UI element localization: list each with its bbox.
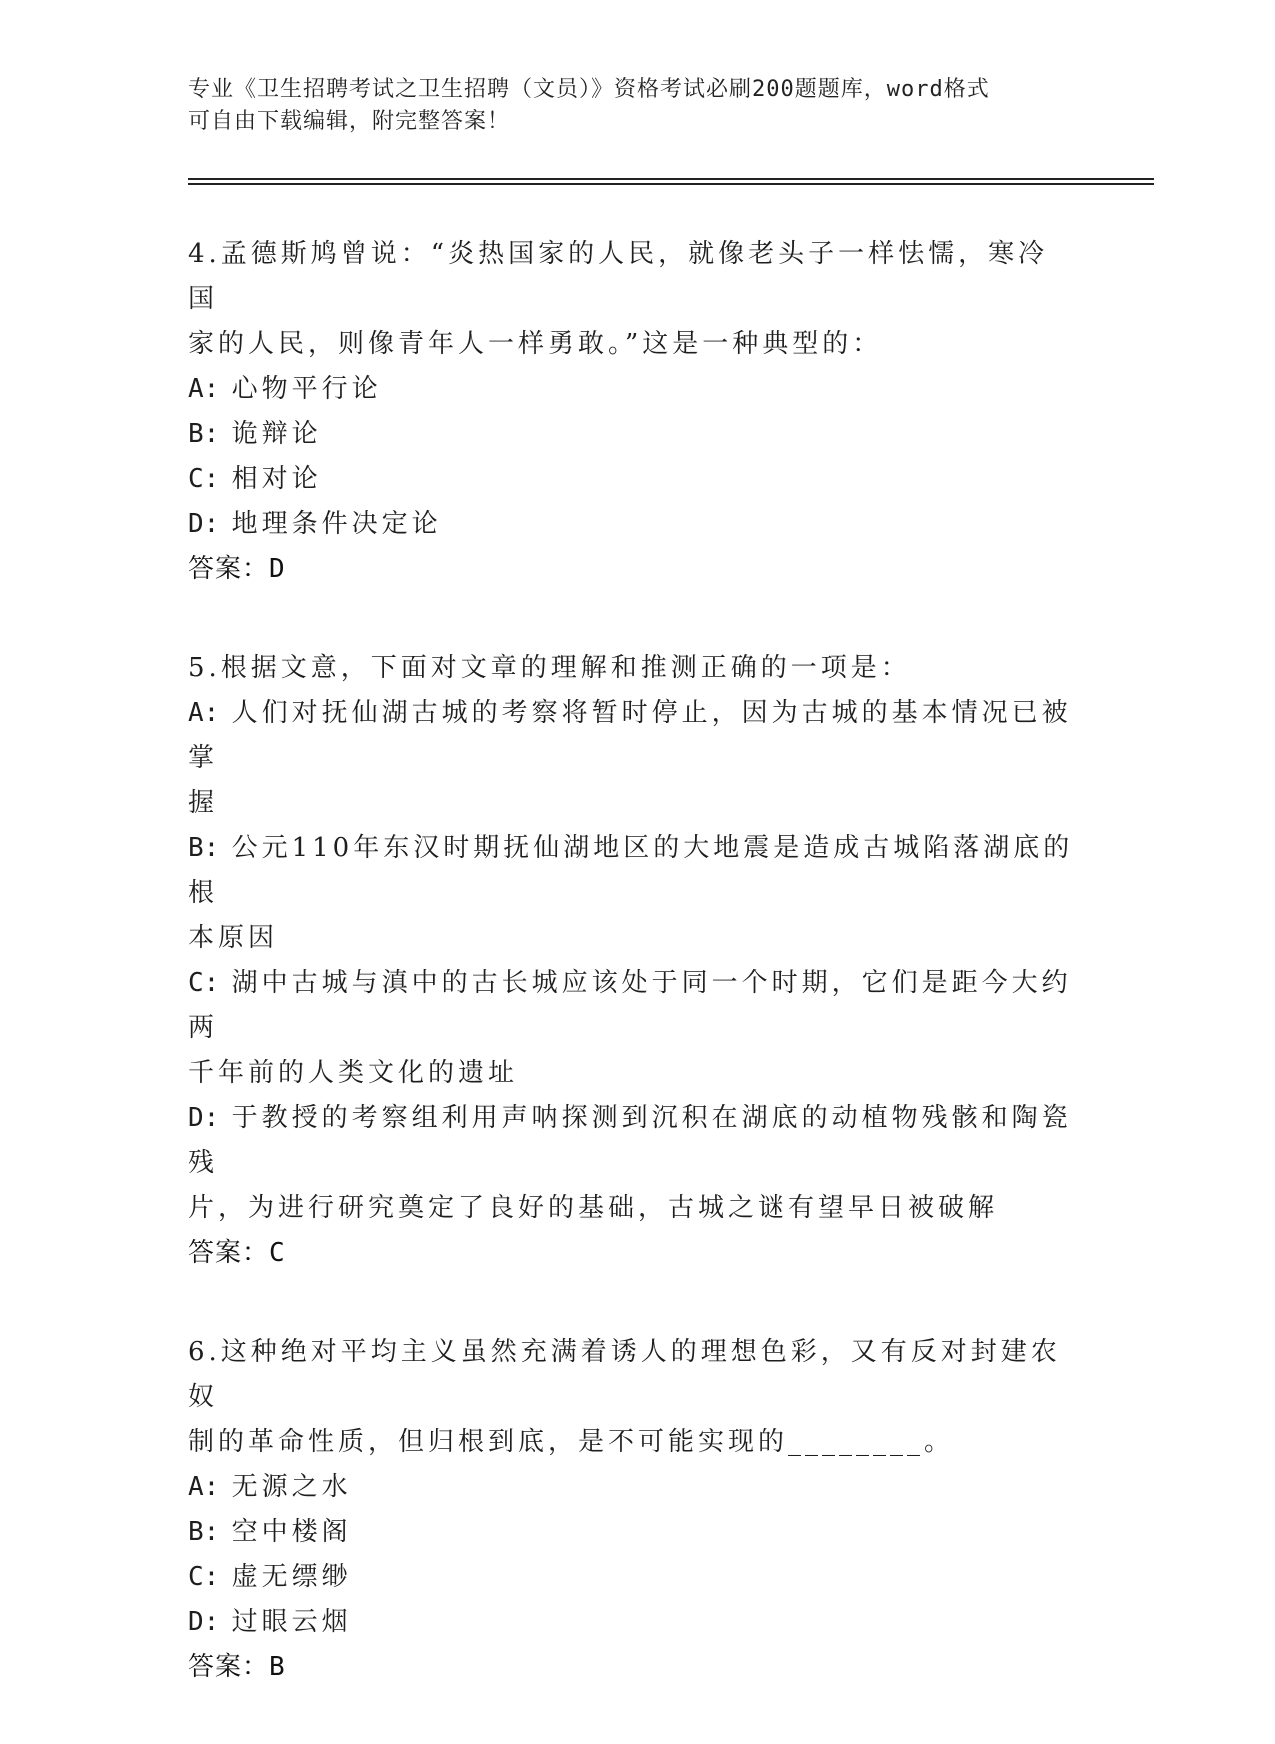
option-key: C: (188, 1562, 220, 1592)
question-stem-line: 制的革命性质，但归根到底，是不可能实现的________。 (188, 1427, 955, 1457)
option-a (188, 1465, 1078, 1510)
answer-line (188, 547, 1078, 592)
option-text: 湖中古城与滇中的古长城应该处于同一个时期，它们是距今大约两 (188, 968, 1072, 1043)
header-divider-bottom (188, 183, 1154, 185)
option-text: 心物平行论 (231, 374, 382, 404)
option-c (188, 1555, 1078, 1600)
question-stem-line: 5.根据文意，下面对文章的理解和推测正确的一项是： (188, 653, 911, 683)
option-key: B: (188, 419, 220, 449)
question-6 (188, 1330, 1078, 1690)
option-c-continued: 千年前的人类文化的遗址 (188, 1058, 519, 1088)
option-text: 地理条件决定论 (231, 509, 442, 539)
answer-value: C (269, 1238, 286, 1268)
option-text: 相对论 (231, 464, 322, 494)
option-key: D: (188, 1103, 220, 1133)
answer-label: 答案： (188, 1652, 270, 1682)
option-key: C: (188, 464, 220, 494)
answer-label: 答案： (188, 554, 270, 584)
option-key: A: (188, 374, 220, 404)
option-d (188, 1600, 1078, 1645)
answer-line (188, 1231, 1078, 1276)
question-stem-line: 6.这种绝对平均主义虽然充满着诱人的理想色彩，又有反对封建农奴 (188, 1337, 1061, 1412)
option-a (188, 691, 1078, 781)
option-text: 于教授的考察组利用声呐探测到沉积在湖底的动植物残骸和陶瓷残 (188, 1103, 1072, 1178)
option-key: A: (188, 1472, 220, 1502)
question-4 (188, 232, 1078, 592)
header-line-1: 专业《卫生招聘考试之卫生招聘（文员）》资格考试必刷200题题库，word格式 (188, 77, 990, 102)
option-key: B: (188, 833, 220, 863)
option-text: 空中楼阁 (231, 1517, 352, 1547)
option-key: D: (188, 1607, 220, 1637)
option-c (188, 961, 1078, 1051)
option-text: 人们对抚仙湖古城的考察将暂时停止，因为古城的基本情况已被掌 (188, 698, 1072, 773)
option-key: C: (188, 968, 220, 998)
option-text: 公元110年东汉时期抚仙湖地区的大地震是造成古城陷落湖底的根 (188, 833, 1074, 908)
option-b (188, 412, 1078, 457)
answer-value: D (269, 554, 286, 584)
option-b (188, 826, 1078, 916)
option-key: A: (188, 698, 220, 728)
question-list (188, 232, 1078, 1744)
answer-line (188, 1645, 1078, 1690)
option-c (188, 457, 1078, 502)
answer-label: 答案： (188, 1238, 270, 1268)
option-b (188, 1510, 1078, 1555)
header-line-2: 可自由下载编辑，附完整答案！ (188, 109, 511, 134)
question-5 (188, 646, 1078, 1276)
option-d (188, 1096, 1078, 1186)
question-stem-line: 4.孟德斯鸠曾说：“炎热国家的人民，就像老头子一样怯懦，寒冷国 (188, 239, 1049, 314)
option-text: 诡辩论 (231, 419, 322, 449)
header-divider-top (188, 178, 1154, 180)
option-b-continued: 本原因 (188, 923, 279, 953)
option-key: D: (188, 509, 220, 539)
option-a-continued: 握 (188, 788, 219, 818)
option-d (188, 502, 1078, 547)
document-header (188, 74, 1068, 138)
question-stem-line: 家的人民，则像青年人一样勇敢。”这是一种典型的： (188, 329, 883, 359)
option-text: 过眼云烟 (231, 1607, 352, 1637)
option-key: B: (188, 1517, 220, 1547)
option-text: 无源之水 (231, 1472, 352, 1502)
option-a (188, 367, 1078, 412)
option-text: 虚无缥缈 (231, 1562, 352, 1592)
answer-value: B (269, 1652, 286, 1682)
option-d-continued: 片，为进行研究奠定了良好的基础，古城之谜有望早日被破解 (188, 1193, 999, 1223)
